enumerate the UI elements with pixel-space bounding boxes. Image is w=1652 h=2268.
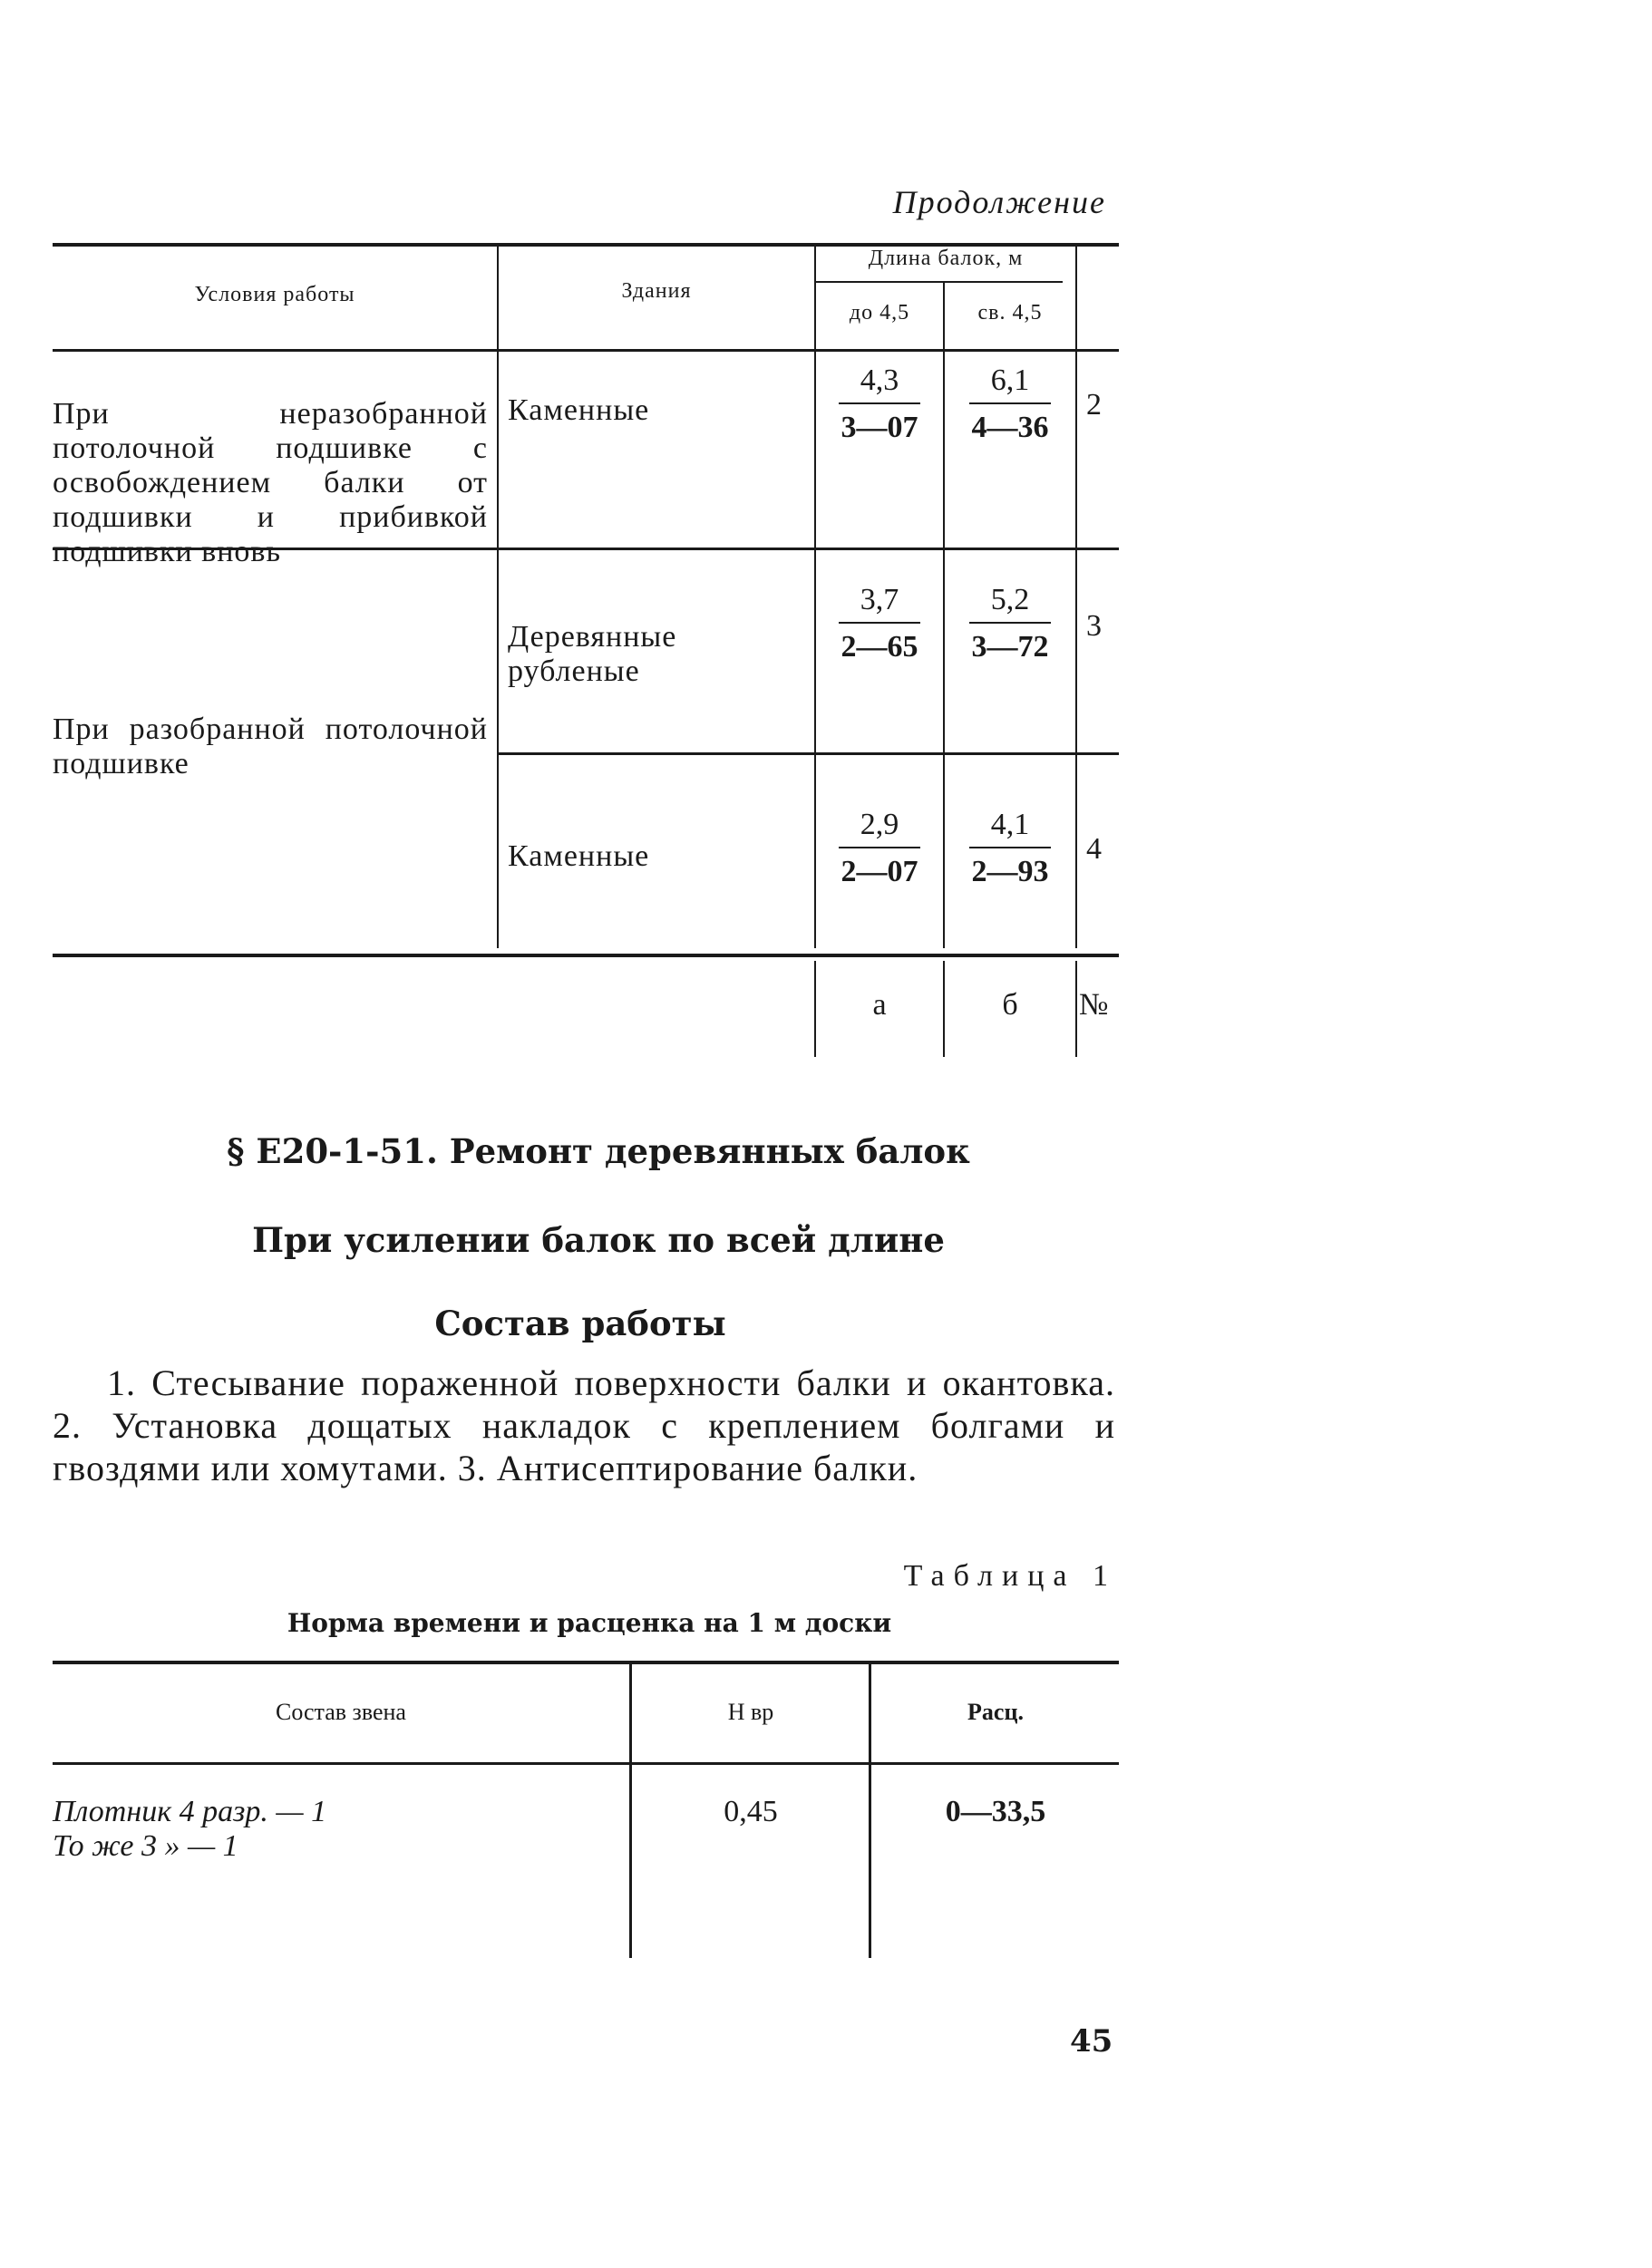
column-rule <box>814 245 816 948</box>
header-up-to-4-5: до 4,5 <box>849 301 910 325</box>
row-3-building: Деревянные рубленые <box>508 620 677 688</box>
table-top-rule <box>53 1661 1119 1664</box>
crew-line-carpenter-3: То же 3 » — 1 <box>53 1829 238 1863</box>
composition-text: 1. Стесывание пораженной поверхности балки и окантовка. 2. Установка дощатых накладок с креплением болгами и гвоздями или хомутами. 3. Антисептирование балки. <box>53 1362 1115 1488</box>
row-3-value-a <box>834 582 925 665</box>
header-crew: Состав звена <box>276 1699 406 1725</box>
footer-col-b: б <box>1002 988 1018 1022</box>
header-beam-length: Длина балок, м <box>868 247 1024 270</box>
section-subtitle: При усилении балок по всей длине <box>252 1220 945 1260</box>
row-4-value-a <box>834 807 925 890</box>
column-rule <box>943 283 945 948</box>
column-rule <box>629 1662 632 1958</box>
footer-col-a: а <box>872 988 887 1022</box>
row-2-value-b <box>965 363 1055 446</box>
header-norm: Н вр <box>727 1699 774 1725</box>
column-rule <box>943 961 945 1057</box>
column-rule <box>497 245 499 948</box>
crew-line-carpenter-4: Плотник 4 разр. — 1 <box>53 1795 327 1828</box>
header-rate: Расц. <box>967 1699 1024 1725</box>
norm-value: 4,1 <box>990 808 1030 841</box>
norm-value: 2,9 <box>860 808 899 841</box>
row-4-value-b <box>965 807 1055 890</box>
row-number: 3 <box>1086 609 1102 643</box>
table-bottom-rule <box>53 954 1119 957</box>
price-value: 2—93 <box>971 855 1049 888</box>
row-divider <box>499 752 1119 755</box>
norm-value: 6,1 <box>990 363 1030 397</box>
row-3-value-b <box>965 582 1055 665</box>
column-rule <box>1075 245 1077 948</box>
row-3-4-condition: При разобранной потолочной подшивке <box>53 712 488 780</box>
table-subtitle: Норма времени и расценка на 1 м доски <box>287 1608 892 1638</box>
row-2-building: Каменные <box>508 393 650 427</box>
row-2-value-a <box>834 363 925 446</box>
header-split-rule <box>816 281 1063 283</box>
header-conditions: Условия работы <box>194 283 355 306</box>
header-buildings: Здания <box>621 279 692 303</box>
header-over-4-5: св. 4,5 <box>977 301 1043 325</box>
column-rule <box>814 961 816 1057</box>
row-4-building: Каменные <box>508 839 650 873</box>
row-number: 4 <box>1086 832 1102 866</box>
row-2-condition: При неразобранной потолочной подшивке с освобождением балки от подшивки и прибивкой подшивки вновь <box>53 397 488 568</box>
norm-value: 3,7 <box>860 583 899 616</box>
price-value: 2—65 <box>841 630 918 664</box>
price-value: 3—72 <box>971 630 1049 664</box>
header-bottom-rule <box>53 349 1119 352</box>
price-value: 4—36 <box>971 411 1049 444</box>
price-value: 2—07 <box>841 855 918 888</box>
page-number: 45 <box>1070 2023 1113 2060</box>
header-bottom-rule <box>53 1762 1119 1765</box>
continuation-label: Продолжение <box>892 184 1106 220</box>
composition-heading: Состав работы <box>434 1304 726 1343</box>
footer-col-num: № <box>1079 988 1109 1022</box>
section-title: § Е20-1-51. Ремонт деревянных балок <box>227 1131 970 1171</box>
table-caption: Таблица 1 <box>903 1559 1117 1593</box>
column-rule <box>869 1662 871 1958</box>
norm-value: 4,3 <box>860 363 899 397</box>
rate-value: 0—33,5 <box>945 1795 1046 1828</box>
crew-composition <box>53 1795 615 1864</box>
norm-value: 5,2 <box>990 583 1030 616</box>
price-value: 3—07 <box>841 411 918 444</box>
norm-value: 0,45 <box>724 1795 778 1828</box>
column-rule <box>1075 961 1077 1057</box>
row-number: 2 <box>1086 388 1102 422</box>
